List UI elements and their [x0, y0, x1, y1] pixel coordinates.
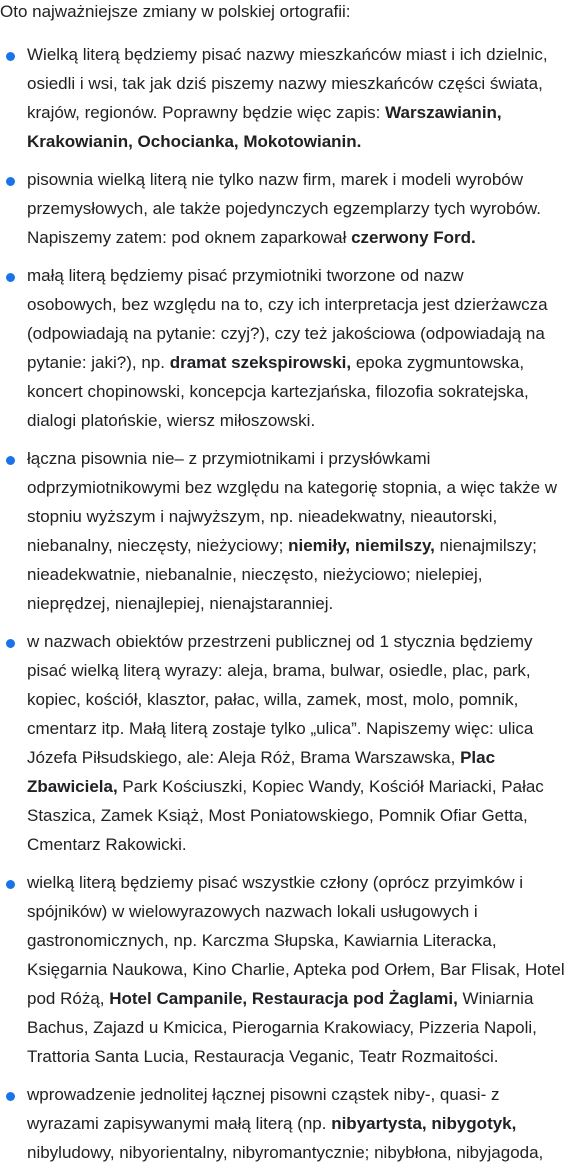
text-line: [27, 926, 575, 955]
text-segment: Wielką literą będziemy pisać nazwy mieszkańców miast i ich dzielnic,: [27, 45, 548, 64]
text-segment: niebanalny, nieczęsty, nieżyciowy;: [27, 536, 289, 555]
text-line: [27, 1080, 575, 1109]
text-segment: nienajmilszy;: [434, 536, 537, 555]
text-segment: koncert chopinowski, koncepcja kartezjańska, filozofia sokratejska,: [27, 382, 529, 401]
text-segment: (odpowiadają na pytanie: czyj?), czy też jakościowa (odpowiadają na: [27, 324, 545, 343]
text-line: [27, 984, 575, 1013]
text-line: [27, 955, 575, 984]
text-segment: Trattoria Santa Lucia, Restauracja Veganic, Teatr Rozmaitości.: [27, 1047, 499, 1066]
text-line: [27, 165, 575, 194]
text-segment: małą literą będziemy pisać przymiotniki tworzone od nazw: [27, 266, 464, 285]
text-segment: Napiszemy zatem: pod oknem zaparkował: [27, 228, 352, 247]
text-segment: Winiarnia: [457, 989, 534, 1008]
bold-text: Hotel Campanile, Restauracja pod Żaglami,: [109, 989, 458, 1008]
text-line: [27, 1109, 575, 1138]
text-line: [27, 502, 575, 531]
text-line: [27, 531, 575, 560]
changes-list: [0, 40, 575, 1176]
bullet-icon: [6, 639, 15, 648]
list-item: [0, 868, 575, 1071]
text-line: [27, 377, 575, 406]
bullet-icon: [6, 273, 15, 282]
text-segment: pod Różą,: [27, 989, 110, 1008]
text-segment: osobowych, bez względu na to, czy ich interpretacja jest dzierżawcza: [27, 295, 548, 314]
text-segment: osiedli i wsi, tak jak dziś piszemy nazwy mieszkańców części świata,: [27, 74, 543, 93]
text-line: [27, 1138, 575, 1167]
text-line: [27, 897, 575, 926]
text-line: [27, 406, 575, 435]
text-segment: nibyludowy, nibyorientalny, nibyromantycznie; nibybłona, nibyjagoda,: [27, 1143, 544, 1162]
text-segment: wyrazami zapisywanymi małą literą (np.: [27, 1114, 332, 1133]
text-line: [27, 98, 575, 127]
text-segment: Staszica, Zamek Książ, Most Poniatowskiego, Pomnik Ofiar Getta,: [27, 806, 528, 825]
text-line: [27, 444, 575, 473]
text-line: [27, 743, 575, 772]
text-line: [27, 40, 575, 69]
text-segment: w nazwach obiektów przestrzeni publicznej od 1 stycznia będziemy: [27, 632, 533, 651]
text-line: [27, 473, 575, 502]
text-segment: Cmentarz Rakowicki.: [27, 835, 187, 854]
bold-text: Warszawianin,: [385, 103, 502, 122]
text-segment: spójników) w wielowyrazowych nazwach lokali usługowych i: [27, 902, 478, 921]
bullet-icon: [6, 52, 15, 61]
text-line: [27, 1013, 575, 1042]
text-line: [27, 127, 575, 156]
text-line: [27, 714, 575, 743]
bold-text: Krakowianin, Ochocianka, Mokotowianin.: [27, 132, 362, 151]
text-segment: nieprędzej, nienajlepiej, nienajstaranniej.: [27, 594, 334, 613]
text-segment: wprowadzenie jednolitej łącznej pisowni cząstek niby-, quasi- z: [27, 1085, 500, 1104]
text-segment: pytanie: jaki?), np.: [27, 353, 170, 372]
text-line: [27, 772, 575, 801]
text-line: [27, 1042, 575, 1071]
bold-text: nibyartysta, nibygotyk,: [331, 1114, 517, 1133]
list-item: [0, 165, 575, 252]
text-segment: Józefa Piłsudskiego, ale: Aleja Róż, Brama Warszawska,: [27, 748, 461, 767]
text-segment: gastronomicznych, np. Karczma Słupska, Kawiarnia Literacka,: [27, 931, 497, 950]
text-segment: krajów, regionów. Poprawny będzie więc zapis:: [27, 103, 386, 122]
text-line: [27, 589, 575, 618]
bold-text: czerwony Ford.: [351, 228, 476, 247]
text-line: [27, 348, 575, 377]
text-line: [27, 319, 575, 348]
list-item: [0, 261, 575, 435]
list-item: [0, 444, 575, 618]
bullet-icon: [6, 880, 15, 889]
text-segment: odprzymiotnikowymi bez względu na kategorię stopnia, a więc także w: [27, 478, 558, 497]
text-line: [27, 627, 575, 656]
intro-text: Oto najważniejsze zmiany w polskiej ortografii:: [0, 2, 351, 21]
bold-text: niemiły, niemilszy,: [288, 536, 435, 555]
text-segment: pisać wielką literą wyrazy: aleja, brama, bulwar, osiedle, plac, park,: [27, 661, 531, 680]
text-line: [27, 290, 575, 319]
text-segment: cmentarz itp. Małą literą zostaje tylko „ulica”. Napiszemy więc: ulica: [27, 719, 534, 738]
text-segment: Park Kościuszki, Kopiec Wandy, Kościół Mariacki, Pałac: [117, 777, 544, 796]
text-line: [27, 223, 575, 252]
list-item: [0, 627, 575, 859]
text-line: [27, 261, 575, 290]
text-segment: przemysłowych, ale także pojedynczych egzemplarzy tych wyrobów.: [27, 199, 541, 218]
text-line: [27, 194, 575, 223]
text-line: [27, 830, 575, 859]
list-item: [0, 40, 575, 156]
text-segment: Księgarnia Naukowa, Kino Charlie, Apteka pod Orłem, Bar Flisak, Hotel: [27, 960, 565, 979]
bold-text: Zbawiciela,: [27, 777, 118, 796]
text-line: [27, 656, 575, 685]
text-segment: wielką literą będziemy pisać wszystkie człony (oprócz przyimków i: [27, 873, 523, 892]
text-segment: stopniu wyższym i najwyższym, np. nieadekwatny, nieautorski,: [27, 507, 498, 526]
bold-text: dramat szekspirowski,: [169, 353, 352, 372]
text-segment: pisownia wielką literą nie tylko nazw firm, marek i modeli wyrobów: [27, 170, 524, 189]
bullet-icon: [6, 1092, 15, 1101]
text-segment: łączna pisownia nie– z przymiotnikami i przysłówkami: [27, 449, 431, 468]
bold-text: Plac: [460, 748, 496, 767]
bullet-icon: [6, 177, 15, 186]
text-line: [27, 69, 575, 98]
text-segment: kopiec, kościół, klasztor, pałac, willa, zamek, most, molo, pomnik,: [27, 690, 519, 709]
text-segment: nieadekwatnie, niebanalnie, nieczęsto, nieżyciowo; nielepiej,: [27, 565, 483, 584]
list-item: [0, 1080, 575, 1167]
bullet-icon: [6, 456, 15, 465]
text-line: [27, 685, 575, 714]
text-segment: dialogi platońskie, wiersz miłoszowski.: [27, 411, 316, 430]
text-segment: epoka zygmuntowska,: [351, 353, 525, 372]
text-segment: Bachus, Zajazd u Kmicica, Pierogarnia Krakowiacy, Pizzeria Napoli,: [27, 1018, 537, 1037]
text-line: [27, 560, 575, 589]
text-line: [27, 801, 575, 830]
text-line: [27, 868, 575, 897]
